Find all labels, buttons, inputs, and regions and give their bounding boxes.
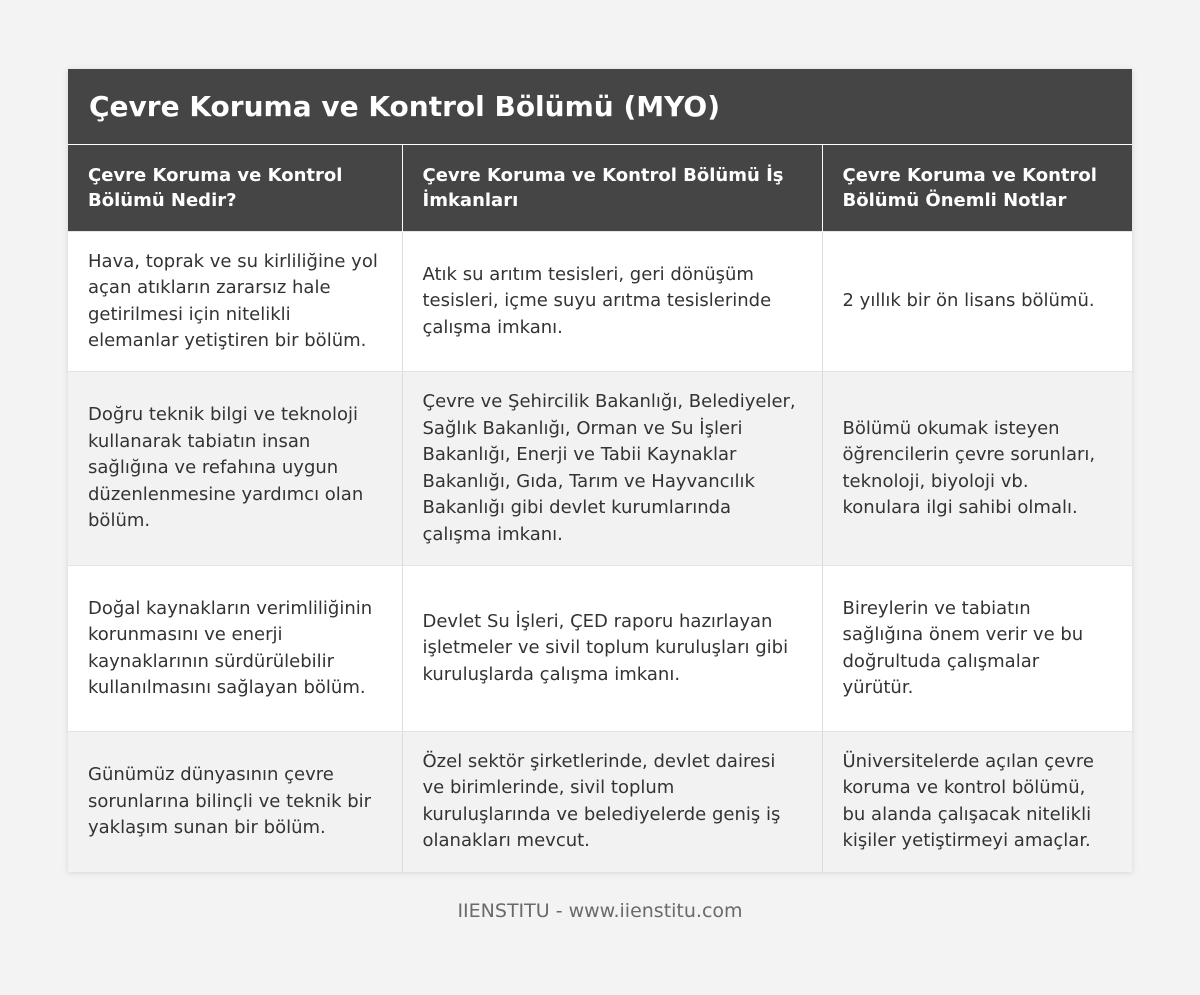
info-table	[68, 145, 1132, 872]
table-cell: Devlet Su İşleri, ÇED raporu hazırlayan işletmeler ve sivil toplum kuruluşları gibi kuruluşlarda çalışma imkanı.	[402, 566, 822, 732]
table-cell: Doğal kaynakların verimliliğinin korunmasını ve enerji kaynaklarının sürdürülebilir kullanılmasını sağlayan bölüm.	[68, 566, 402, 732]
table-row	[68, 372, 1132, 566]
column-header-notes: Çevre Koruma ve Kontrol Bölümü Önemli Notlar	[822, 145, 1132, 232]
table-header-row	[68, 145, 1132, 232]
table-cell: Günümüz dünyasının çevre sorunlarına bilinçli ve teknik bir yaklaşım sunan bir bölüm.	[68, 732, 402, 872]
table-cell: Özel sektör şirketlerinde, devlet dairesi ve birimlerinde, sivil toplum kuruluşlarında ve belediyelerde geniş iş olanakları mevcut.	[402, 732, 822, 872]
table-cell: Bireylerin ve tabiatın sağlığına önem verir ve bu doğrultuda çalışmalar yürütür.	[822, 566, 1132, 732]
table-row	[68, 232, 1132, 372]
column-header-jobs: Çevre Koruma ve Kontrol Bölümü İş İmkanları	[402, 145, 822, 232]
column-header-definition: Çevre Koruma ve Kontrol Bölümü Nedir?	[68, 145, 402, 232]
table-cell: Hava, toprak ve su kirliliğine yol açan atıkların zararsız hale getirilmesi için nitelikli elemanlar yetiştiren bir bölüm.	[68, 232, 402, 372]
table-cell: Atık su arıtım tesisleri, geri dönüşüm tesisleri, içme suyu arıtma tesislerinde çalışma imkanı.	[402, 232, 822, 372]
page-title: Çevre Koruma ve Kontrol Bölümü (MYO)	[68, 69, 1132, 145]
table-cell: 2 yıllık bir ön lisans bölümü.	[822, 232, 1132, 372]
table-row	[68, 732, 1132, 872]
table-cell: Bölümü okumak isteyen öğrencilerin çevre sorunları, teknoloji, biyoloji vb. konulara ilgi sahibi olmalı.	[822, 372, 1132, 566]
table-cell: Çevre ve Şehircilik Bakanlığı, Belediyeler, Sağlık Bakanlığı, Orman ve Su İşleri Bakanlığı, Enerji ve Tabii Kaynaklar Bakanlığı, Gıda, Tarım ve Hayvancılık Bakanlığı gibi devlet kurumlarında çalışma imkanı.	[402, 372, 822, 566]
table-row	[68, 566, 1132, 732]
table-cell: Doğru teknik bilgi ve teknoloji kullanarak tabiatın insan sağlığına ve refahına uygun düzenlenmesine yardımcı olan bölüm.	[68, 372, 402, 566]
footer-credit: IIENSTITU - www.iienstitu.com	[457, 900, 743, 922]
info-card	[68, 69, 1132, 872]
table-cell: Üniversitelerde açılan çevre koruma ve kontrol bölümü, bu alanda çalışacak nitelikli kişiler yetiştirmeyi amaçlar.	[822, 732, 1132, 872]
